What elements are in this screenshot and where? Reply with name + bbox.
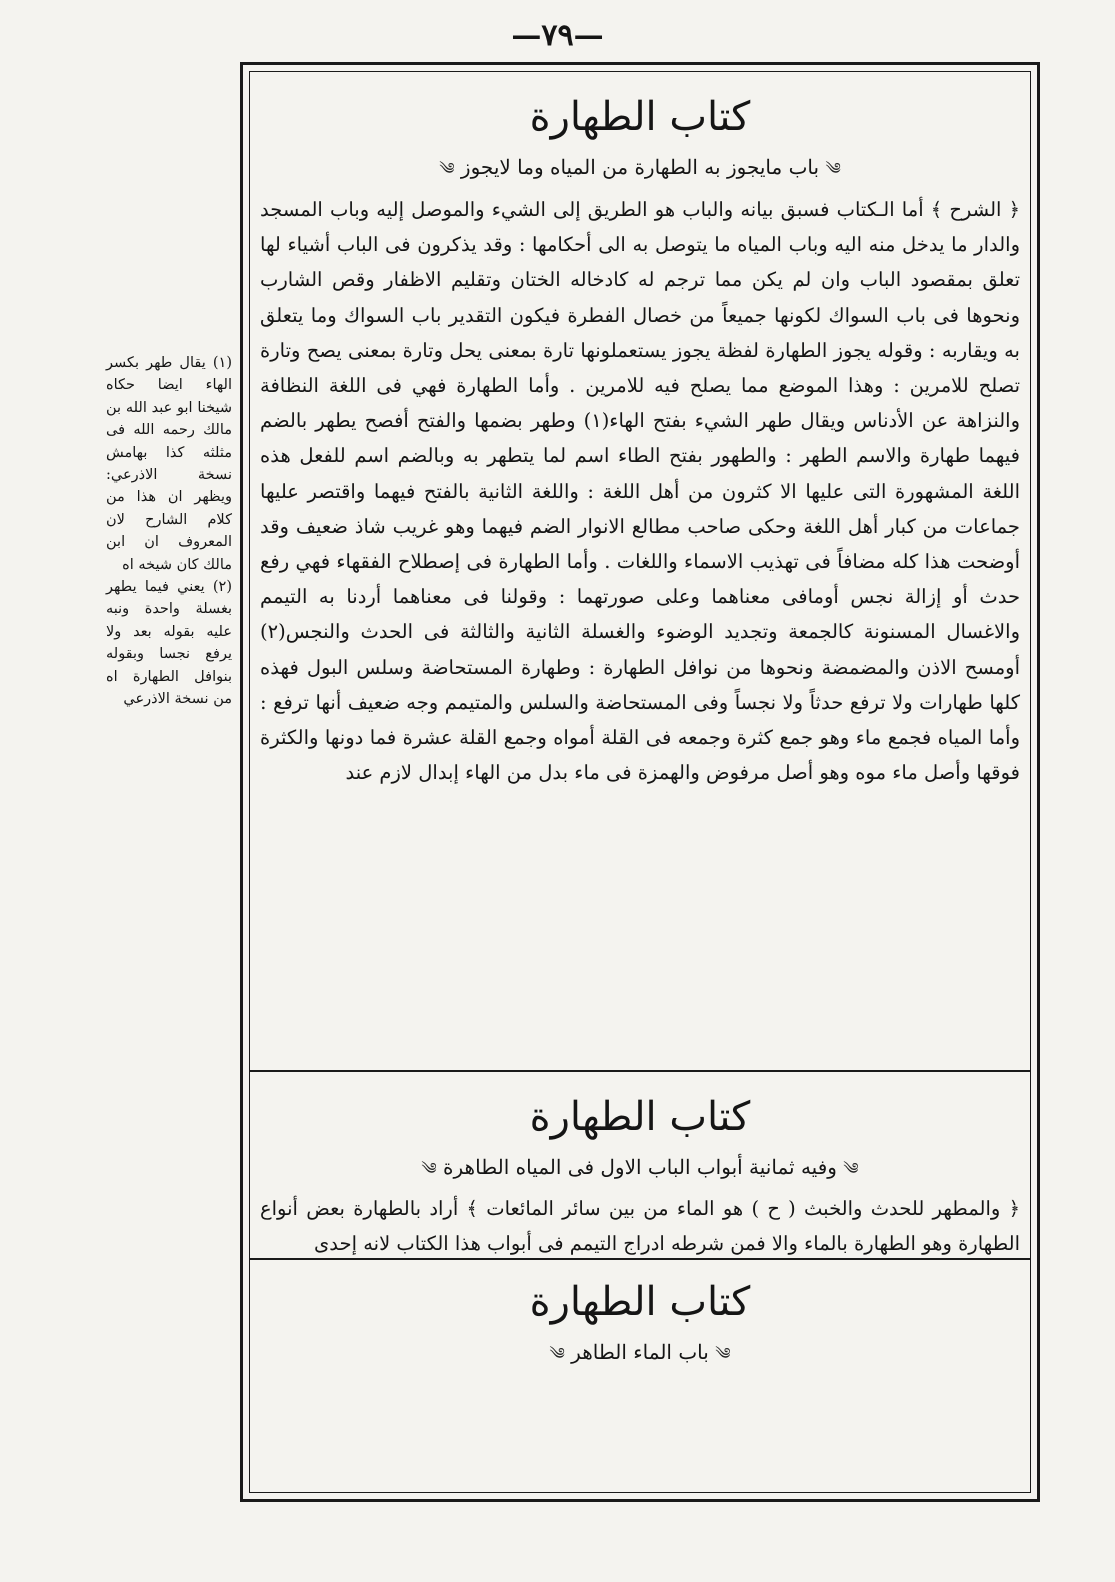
ornament-icon: ༄ xyxy=(439,159,455,178)
section-body: ﴿ الشرح ﴾ أما الـكتاب فسبق بيانه والباب هو الطريق إلى الشيء والموصل إليه وباب المسجد والدار ما يدخل منه اليه وباب المياه ما يتوصل به الى أحكامها : وقد يذكرون فى الباب أشياء لها تعلق بمقصود الباب وان لم يكن مما ترجم له كادخاله الختان وتقليم الاظفار وقص الشارب ونحوها فى باب السواك لكونها جميعاً من خصال الفطرة فيكون التقدير باب السواك وما يتعلق به ويقاربه : وقوله يجوز الطهارة لفظة يجوز يستعملونها تارة بمعنى يحل وتارة بمعنى يصح وتارة تصلح للامرين : وهذا الموضع مما يصلح فيه للامرين . وأما الطهارة فهي فى اللغة النظافة والنزاهة عن الأدناس ويقال طهر الشيء بفتح الهاء(١) وطهر بضمها والفتح أفصح يطهر بالضم فيهما طهارة والاسم الطهر : والطهور بفتح الطاء اسم لما يتطهر به وبالضم اسم للفعل هذه اللغة المشهورة التى عليها الا كثرون من أهل اللغة : واللغة الثانية بالفتح فيهما واقتصر عليها جماعات من كبار أهل اللغة وحكى صاحب مطالع الانوار الضم فيهما وهو غريب شاذ ضعيف وقد أوضحت هذا كله مضافاً فى تهذيب الاسماء واللغات . وأما الطهارة فى إصطلاح الفقهاء فهي رفع حدث أو إزالة نجس أومافى معناهما وعلى صورتهما : وقولنا فى معناهما أردنا به التيمم والاغسال المسنونة كالجمعة وتجديد الوضوء والغسلة الثانية والثالثة فى الحدث والنجس(٢) أومسح الاذن والمضمضة ونحوها من نوافل الطهارة : وطهارة المستحاضة وسلس البول فهذه كلها طهارات ولا ترفع حدثاً ولا نجساً وفى المستحاضة والسلس والمتيمم وجه ضعيف أنها ترفع : وأما المياه فجمع ماء وهو جمع كثرة وجمعه فى القلة أمواه وجمع القلة عشرة فما دونها والكثرة فوقها وأصل ماء موه وهو أصل مرفوض والهمزة فى ماء بدل من الهاء إبدال لازم عند xyxy=(260,198,1020,785)
section-subtitle xyxy=(260,150,1020,186)
margin-note: (٢) يعني فيما يطهر بغسلة واحدة ونبه عليه بقوله بعد ولا يرفع نجسا وبقوله بنوافل الطهارة اه من نسخة الاذرعي xyxy=(106,579,232,708)
section-third xyxy=(260,1267,1020,1492)
subtitle-text: وفيه ثمانية أبواب الباب الاول فى المياه الطاهرة xyxy=(443,1155,837,1179)
section-subtitle xyxy=(260,1150,1020,1186)
section-divider xyxy=(250,1258,1030,1260)
section-subtitle xyxy=(260,1335,1020,1371)
ornament-icon: ༄ xyxy=(421,1159,437,1178)
page-frame-inner xyxy=(249,71,1031,1493)
section-commentary xyxy=(260,82,1020,1067)
ornament-icon: ༄ xyxy=(549,1344,565,1363)
ornament-icon: ༄ xyxy=(825,159,841,178)
section-body: ﴿ والمطهر للحدث والخبث ( ح ) هو الماء من بين سائر المائعات ﴾ أراد بالطهارة بعض أنواع الطهارة وهو الطهارة بالماء والا فمن شرطه ادراج التيمم فى أبواب هذا الكتاب لانه إحدى xyxy=(260,1197,1020,1255)
subtitle-text: باب مايجوز به الطهارة من المياه وما لايجوز xyxy=(460,155,820,179)
ornament-icon: ༄ xyxy=(843,1159,859,1178)
margin-note: (١) يقال طهر بكسر الهاء ايضا حكاه شيخنا ابو عبد الله بن مالك رحمه الله فى مثلثه كذا بهامش نسخة الاذرعي: ويظهر ان هذا من كلام الشارح لان المعروف ان ابن مالك كان شيخه اه xyxy=(106,355,232,573)
section-title: كتاب الطهارة xyxy=(529,1094,751,1140)
subtitle-text: باب الماء الطاهر xyxy=(571,1340,709,1364)
section-main-text xyxy=(260,1082,1020,1255)
section-title: كتاب الطهارة xyxy=(529,1279,751,1325)
page-number: —٧٩— xyxy=(511,18,604,53)
section-divider xyxy=(250,1070,1030,1072)
margin-notes xyxy=(106,352,232,711)
section-title: كتاب الطهارة xyxy=(529,94,751,140)
ornament-icon: ༄ xyxy=(715,1344,731,1363)
page-frame xyxy=(240,62,1040,1502)
